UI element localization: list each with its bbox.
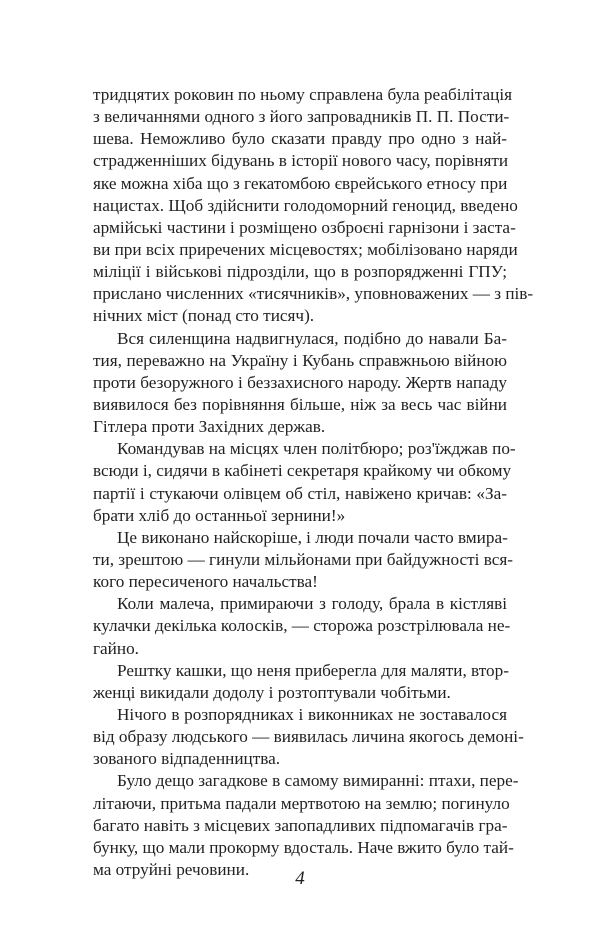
text-line: зованого відпаденництва.	[93, 749, 281, 769]
text-line: партії і стукаючи олівцем об стіл, навіжено кричав: «За-	[93, 483, 507, 503]
text-line: шева. Неможливо було сказати правду про одно з най-	[93, 129, 507, 149]
text-line: багато навіть з місцевих запопадливих підпомагачів гра-	[93, 815, 508, 835]
paragraph	[93, 438, 516, 527]
text-line: з величаннями одного з його запровадників П. П. Пости-	[93, 107, 510, 127]
paragraph	[93, 84, 534, 328]
text-line: Вся силенщина надвигнулася, подібно до навали Ба-	[117, 328, 507, 348]
text-line: брати хліб до останньої зернини!»	[93, 505, 346, 525]
paragraph	[93, 593, 511, 659]
text-line: женці викидали додолу і розтоптували чобітьми.	[93, 682, 451, 702]
text-line: проти безоружного і беззахисного народу. Жертв нападу	[93, 372, 507, 392]
paragraph	[93, 770, 519, 881]
text-line: гайно.	[93, 638, 139, 658]
text-line: бунку, що мали прокорму вдосталь. Наче вжито було тай-	[93, 837, 514, 857]
text-line: нічних міст (понад сто тисяч).	[93, 306, 315, 326]
text-line: нацистах. Щоб здійснити голодоморний геноцид, введено	[93, 195, 518, 215]
text-line: кулачки декілька колосків, — сторожа розстрілювала не-	[93, 616, 511, 636]
text-line: Було дещо загадкове в самому вимиранні: птахи, пере-	[117, 771, 519, 791]
text-line: Рештку кашки, що неня приберегла для маляти, втор-	[117, 660, 509, 680]
text-line: ти, зрештою — гинули мільйонами при байдужності вся-	[93, 549, 514, 569]
text-line: Гітлера проти Західних держав.	[93, 417, 326, 437]
paragraph	[93, 704, 524, 770]
paragraph	[93, 328, 507, 439]
text-line: Це виконано найскоріше, і люди почали часто вмира-	[117, 527, 508, 547]
text-line: армійські частини і розміщено озброєні гарнізони і заста-	[93, 217, 516, 237]
paragraph	[93, 660, 507, 704]
text-line: тридцятих роковин по ньому справлена була реабілітація	[93, 85, 513, 104]
paragraph	[93, 527, 514, 593]
text-line: від образу людського — виявилась личина якогось демоні-	[93, 727, 524, 747]
text-line: Нічого в розпорядниках і виконниках не зоставалося	[117, 704, 507, 724]
page-number: 4	[295, 868, 305, 889]
text-line: виявилося без порівняння більше, ніж за весь час війни	[93, 394, 507, 414]
text-line: тия, переважно на Україну і Кубань справжньою війною	[93, 350, 507, 370]
text-line: літаючи, притьма падали мертвотою на землю; погинуло	[93, 793, 510, 813]
text-line: Командував на місцях член політбюро; роз'їжджав по-	[117, 439, 516, 459]
text-line: ма отруйні речовини.	[93, 859, 250, 879]
text-line: Коли малеча, примираючи з голоду, брала в кістляві	[117, 594, 507, 614]
text-line: яке можна хіба що з гекатомбою єврейського етносу при	[93, 173, 508, 193]
text-line: кого пересиченого начальства!	[93, 572, 318, 592]
text-line: страдженніших бідувань в історії нового часу, порівняти	[93, 151, 509, 171]
text-line: ви при всіх приречених місцевостях; мобілізовано наряди	[93, 239, 518, 259]
text-line: прислано численних «тисячників», уповноважених — з пів-	[93, 284, 534, 304]
text-line: міліції і військові підрозділи, що в розпорядженні ГПУ;	[93, 262, 507, 282]
body-text	[93, 84, 534, 881]
text-line: всюди і, сидячи в кабінеті секретаря крайкому чи обкому	[93, 461, 512, 481]
